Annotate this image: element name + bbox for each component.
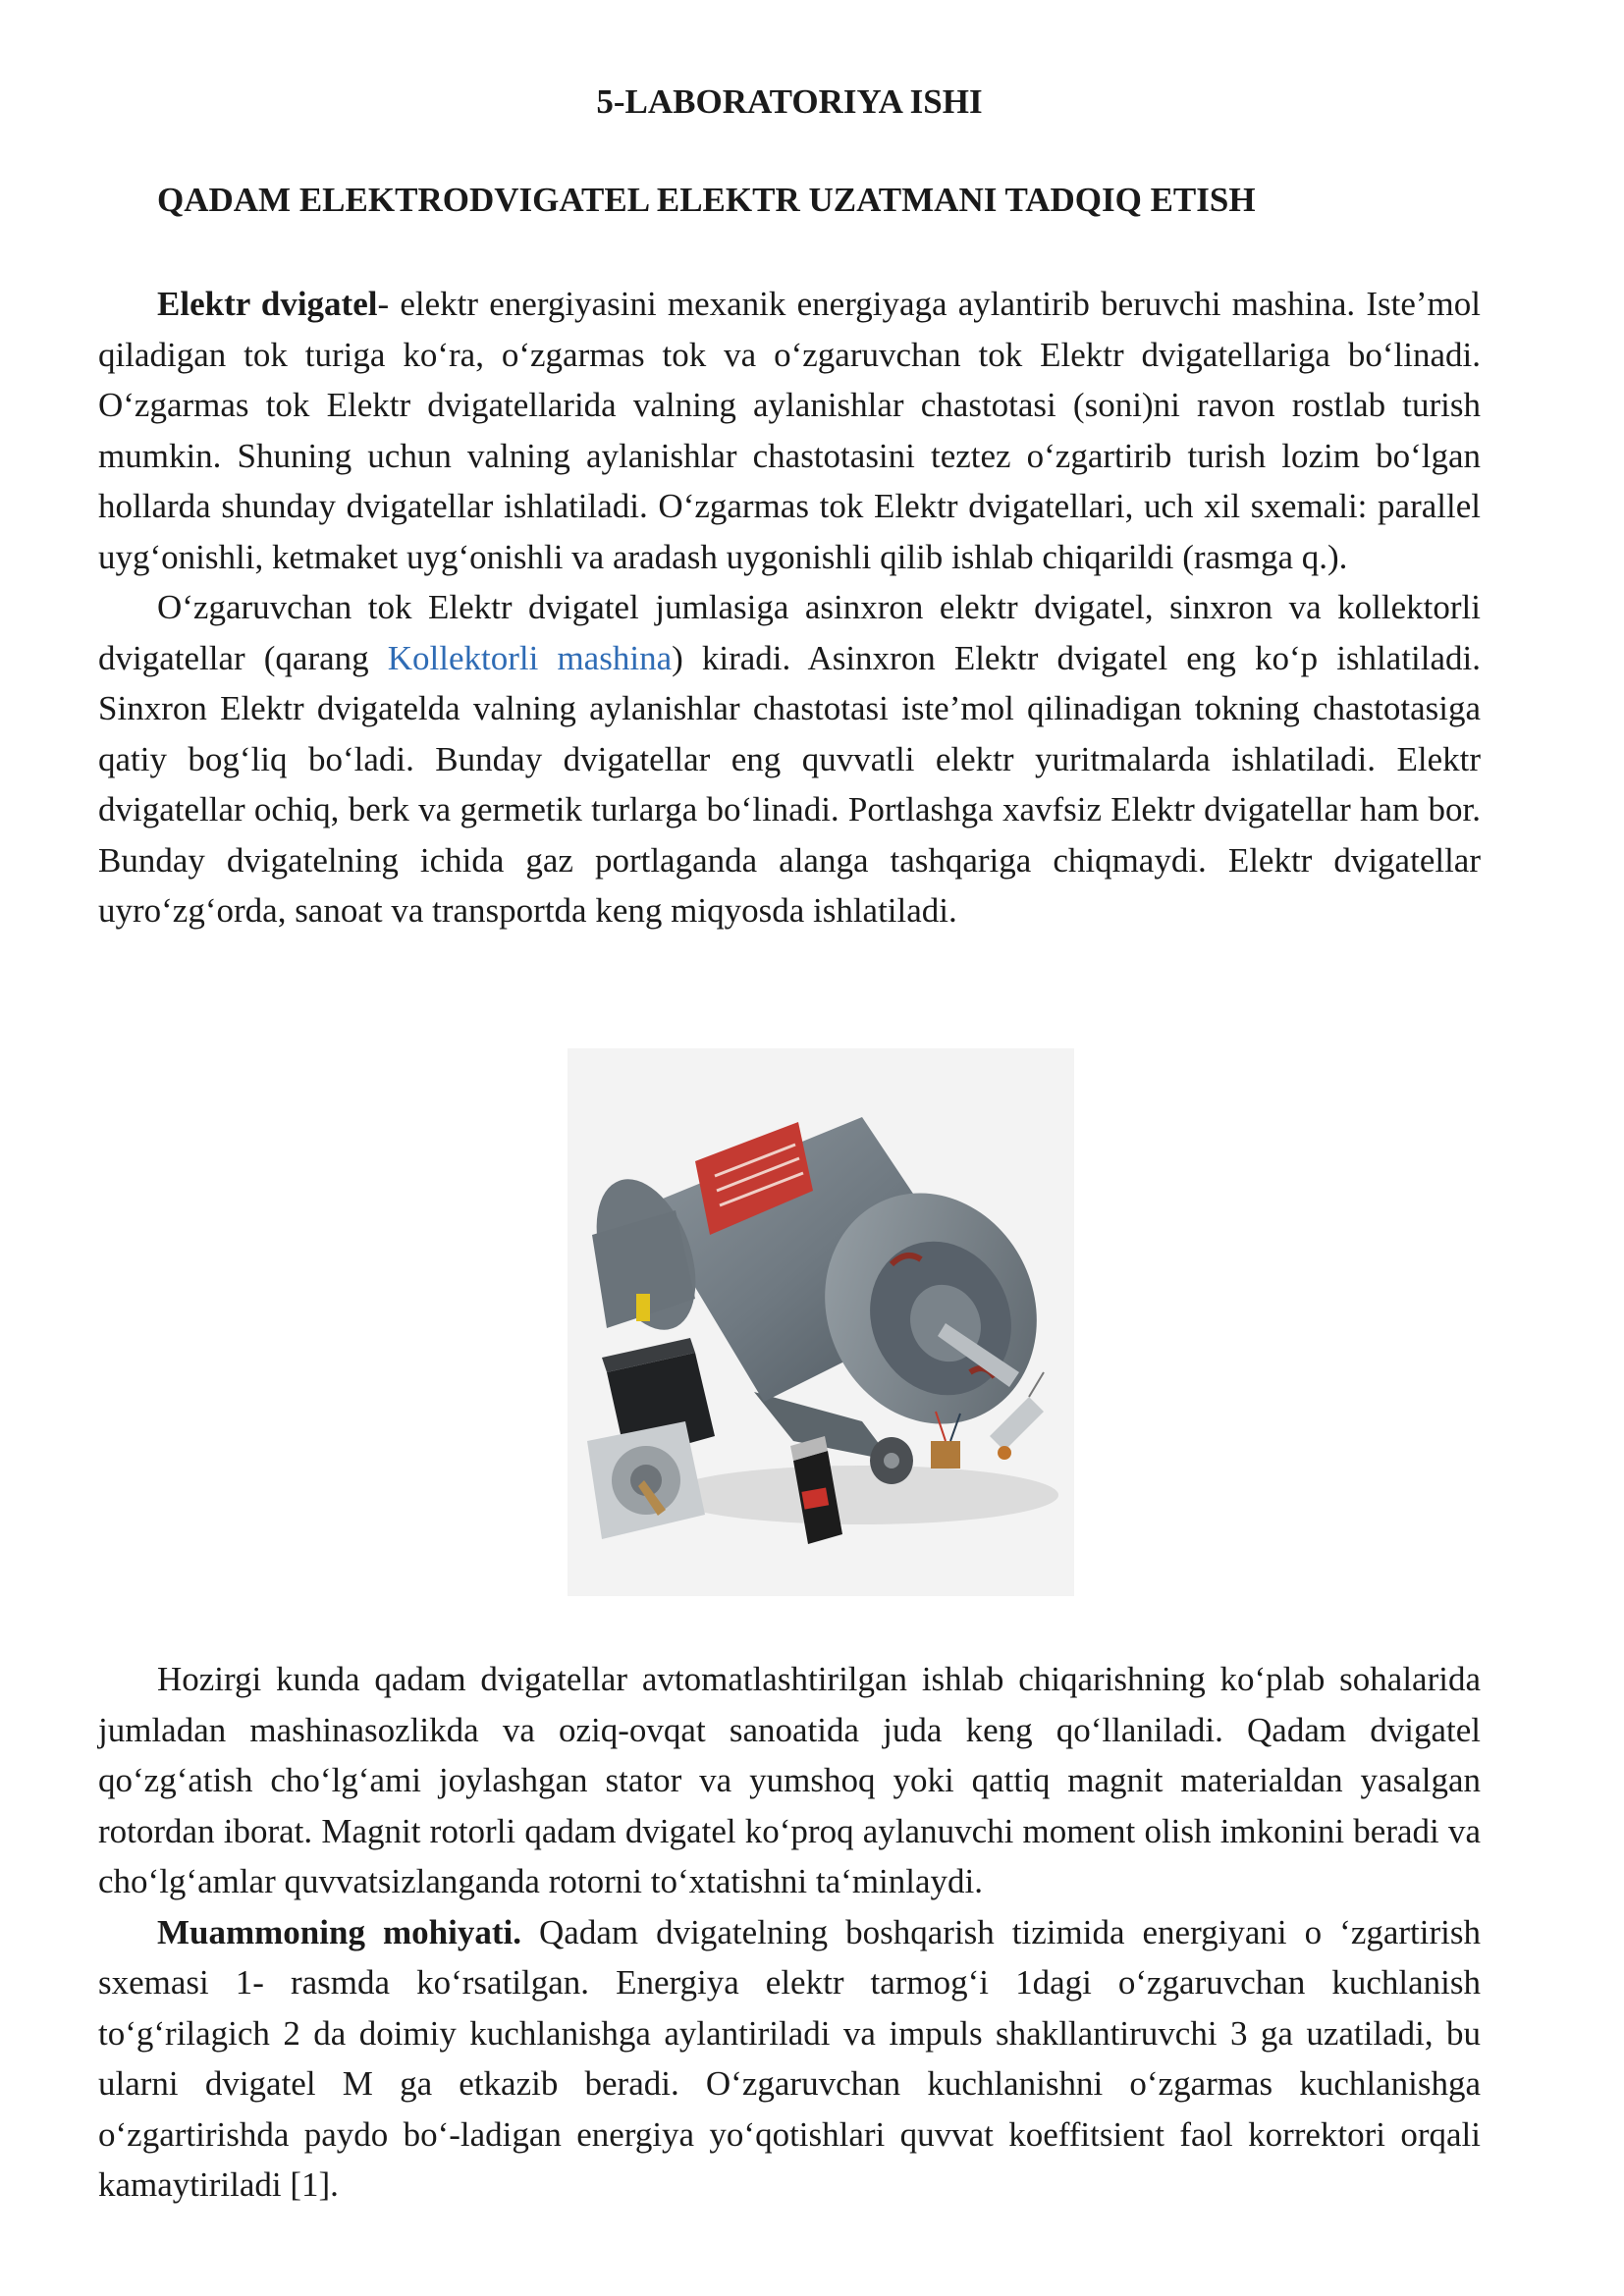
topic-title: QADAM ELEKTRODVIGATEL ELEKTR UZATMANI TADQIQ ETISH: [157, 181, 1256, 219]
paragraph-3: Hozirgi kunda qadam dvigatellar avtomatlashtirilgan ishlab chiqarishning ko‘plab sohalarida jumladan mashinasozlikda va oziq-ovqat sanoatida juda keng qo‘llaniladi. Qadam dvigatel qo‘zg‘atish cho‘lg‘ami joylashgan stator va yumshoq yoki qattiq magnit materialdan yasalgan rotordan iborat. Magnit rotorli qadam dvigatel ko‘proq aylanuvchi moment olish imkonini beradi va cho‘lg‘amlar quvvatsizlanganda rotorni to‘xtatishni ta‘minlaydi.: [98, 1660, 1481, 1900]
paragraph-1-text: - elektr energiyasini mexanik energiyaga aylantirib beruvchi mashina. Iste’mol qiladigan tok turiga ko‘ra, o‘zgarmas tok va o‘zgaruvchan tok Elektr dvigatellariga bo‘linadi. O‘zgarmas tok Elektr dvigatellarida valning aylanishlar chastotasi (soni)ni ravon rostlab turish mumkin. Shuning uchun valning aylanishlar chastotasini teztez o‘zgartirib turish lozim bo‘lgan hollarda shunday dvigatellar ishlatiladi. O‘zgarmas tok Elektr dvigatellari, uch xil sxemali: parallel uyg‘onishli, ketmaket uyg‘onishli va aradash uygonishli qilib ishlab chiqarildi (rasmga q.).: [98, 285, 1482, 576]
paragraph-2-text-after: ) kiradi. Asinxron Elektr dvigatel eng ko‘p ishlatiladi. Sinxron Elektr dvigatelda valning aylanishlar chastotasi iste’mol qilinadigan tokning chastotasiga qatiy bog‘liq bo‘ladi. Bunday dvigatellar eng quvvatli elektr yuritmalarda ishlatiladi. Elektr dvigatellar ochiq, berk va germetik turlarga bo‘linadi. Portlashga xavfsiz Elektr dvigatellar ham bor. Bunday dvigatelning ichida gaz portlaganda alanga tashqariga chiqmaydi. Elektr dvigatellar uyro‘zg‘orda, sanoat va transportda keng miqyosda ishlatiladi.: [98, 638, 1481, 930]
lab-title: 5-LABORATORIYA ISHI: [596, 82, 983, 121]
paragraph-4-lead: Muammoning mohiyati.: [157, 1912, 521, 1951]
kollektorli-mashina-link[interactable]: Kollektorli mashina: [387, 638, 673, 677]
paragraph-1: [98, 279, 1481, 582]
paragraph-4: [98, 1907, 1481, 2211]
intro-section: [98, 279, 1481, 936]
paragraph-1-lead: Elektr dvigatel: [157, 285, 378, 323]
paragraph-2: [98, 582, 1481, 936]
paragraph-2-text-before: O‘zgaruvchan tok Elektr dvigatel jumlasiga asinxron elektr dvigatel, sinxron va kollektorli dvigatellar (qarang: [98, 588, 1481, 677]
motor-photo: [568, 1048, 1074, 1596]
paragraph-4-text: Qadam dvigatelning boshqarish tizimida energiyani o ‘zgartirish sxemasi 1- rasmda ko‘rsatilgan. Energiya elektr tarmog‘i 1dagi o‘zgaruvchan kuchlanish to‘g‘rilagich 2 da doimiy kuchlanishga aylantiriladi va impuls shakllantiruvchi 3 ga uzatiladi, bu ularni dvigatel M ga etkazib beradi. O‘zgaruvchan kuchlanishni o‘zgarmas kuchlanishga o‘zgartirishda paydo bo‘-ladigan energiya yo‘qotishlari quvvat koeffitsient faol korrektori orqali kamaytiriladi [1].: [98, 1912, 1481, 2204]
stepper-section: [98, 1654, 1481, 2211]
